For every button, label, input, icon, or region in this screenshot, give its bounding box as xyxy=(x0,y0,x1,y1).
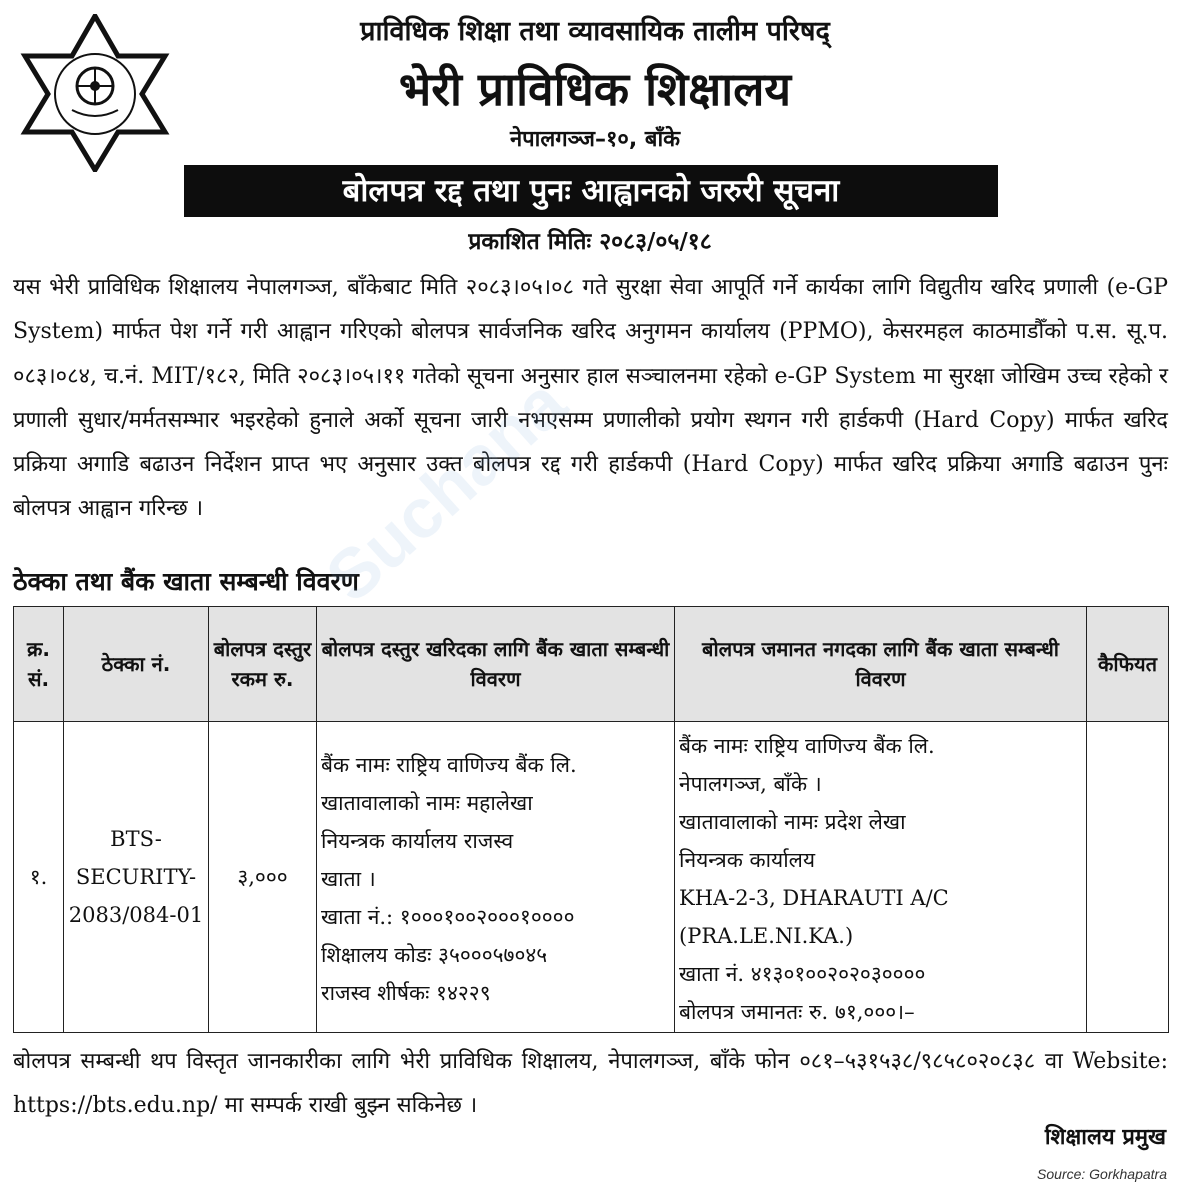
security-bank-name: बैंक नामः राष्ट्रिय वाणिज्य बैंक लि. xyxy=(679,734,935,758)
col-fee: बोलपत्र दस्तुर रकम रु. xyxy=(209,607,317,722)
col-sn: क्र. सं. xyxy=(14,607,64,722)
school-address: नेपालगञ्ज–१०, बाँके xyxy=(509,127,681,152)
cell-contract-no: BTS-SECURITY-2083/084-01 xyxy=(64,722,209,1033)
security-account-holder-4: (PRA.LE.NI.KA.) xyxy=(679,924,854,948)
signatory: शिक्षालय प्रमुख xyxy=(1044,1125,1166,1150)
table-row xyxy=(14,722,1169,1033)
org-name: प्राविधिक शिक्षा तथा व्यावसायिक तालीम परिषद् xyxy=(360,16,830,47)
contact-info: बोलपत्र सम्बन्धी थप विस्तृत जानकारीका लागि भेरी प्राविधिक शिक्षालय, नेपालगञ्ज, बाँके फोन ०८१–५३१५३८/९८५८०२०८३८ वा Website: https://bts.edu.np/ मा सम्पर्क राखी बुझ्न सकिनेछ । xyxy=(13,1049,1168,1118)
security-account-holder-3: KHA-2-3, DHARAUTI A/C xyxy=(679,886,949,910)
fee-revenue-head: राजस्व शीर्षकः १४२२९ xyxy=(321,981,491,1005)
ctevt-star-seal-icon xyxy=(20,14,170,172)
fee-school-code: शिक्षालय कोडः ३५०००५७०४५ xyxy=(321,943,548,967)
fee-account-holder: खातावालाको नामः महालेखा xyxy=(321,791,533,815)
security-account-holder: खातावालाको नामः प्रदेश लेखा xyxy=(679,810,906,834)
school-name: भेरी प्राविधिक शिक्षालय xyxy=(398,62,792,116)
cell-fee-bank xyxy=(317,722,675,1033)
source-credit: Source: Gorkhapatra xyxy=(1037,1166,1167,1182)
publish-date-label: प्रकाशित मितिः xyxy=(468,229,592,255)
notice-header xyxy=(0,0,1181,255)
publish-date xyxy=(300,226,880,258)
section-heading: ठेक्का तथा बैंक खाता सम्बन्धी विवरण xyxy=(13,567,359,596)
notice-body: यस भेरी प्राविधिक शिक्षालय नेपालगञ्ज, बाँकेबाट मिति २०८३।०५।०८ गते सुरक्षा सेवा आपूर्ति गर्ने कार्यका लागि विद्युतीय खरिद प्रणाली (e-GP System) मार्फत पेश गर्ने गरी आह्वान गरिएको बोलपत्र सार्वजनिक खरिद अनुगमन कार्यालय (PPMO), केसरमहल काठमाडौँको प.स. सू.प. ०८३।०८४, च.नं. MIT/१८२, मिति २०८३।०५।११ गतेको सूचना अनुसार हाल सञ्चालनमा रहेको e-GP System मा सुरक्षा जोखिम उच्च रहेको र प्रणाली सुधार/मर्मतसम्भार भइरहेको हुनाले अर्को सूचना जारी नभएसम्म प्रणालीको प्रयोग स्थगन गरी हार्डकपी (Hard Copy) मार्फत खरिद प्रक्रिया अगाडि बढाउन निर्देशन प्राप्त भए अनुसार उक्त बोलपत्र रद्द गरी हार्डकपी (Hard Copy) मार्फत खरिद प्रक्रिया अगाडि बढाउन पुनः बोलपत्र आह्वान गरिन्छ । xyxy=(13,275,1168,522)
fee-account-holder-2: नियन्त्रक कार्यालय राजस्व xyxy=(321,829,514,853)
col-remarks: कैफियत xyxy=(1087,607,1169,722)
publish-date-value: २०८३/०५/१८ xyxy=(599,229,712,255)
watermark: Suchana xyxy=(311,363,581,617)
cell-remarks xyxy=(1087,722,1169,1033)
bid-security-amount: बोलपत्र जमानतः रु. ७१,०००।– xyxy=(679,1000,915,1024)
notice-title: बोलपत्र रद्द तथा पुनः आह्वानको जरुरी सूचना xyxy=(184,165,998,217)
fee-bank-name: बैंक नामः राष्ट्रिय वाणिज्य बैंक लि. xyxy=(321,753,577,777)
ctevt-logo xyxy=(20,14,170,172)
security-account-holder-2: नियन्त्रक कार्यालय xyxy=(679,848,816,872)
security-bank-branch: नेपालगञ्ज, बाँके । xyxy=(679,772,822,796)
cell-security-bank xyxy=(675,722,1087,1033)
col-fee-bank: बोलपत्र दस्तुर खरिदका लागि बैंक खाता सम्बन्धी विवरण xyxy=(317,607,675,722)
contract-table xyxy=(13,606,1169,1033)
cell-fee: ३,००० xyxy=(209,722,317,1033)
cell-sn: १. xyxy=(14,722,64,1033)
security-account-number: खाता नं. ४१३०१००२०२०३०००० xyxy=(679,962,926,986)
fee-account-holder-3: खाता । xyxy=(321,867,376,891)
table-header-row xyxy=(14,607,1169,722)
col-contract-no: ठेक्का नं. xyxy=(64,607,209,722)
col-security-bank: बोलपत्र जमानत नगदका लागि बैंक खाता सम्बन्धी विवरण xyxy=(675,607,1087,722)
fee-account-number: खाता नं.: १०००१००२०००१०००० xyxy=(321,905,575,929)
